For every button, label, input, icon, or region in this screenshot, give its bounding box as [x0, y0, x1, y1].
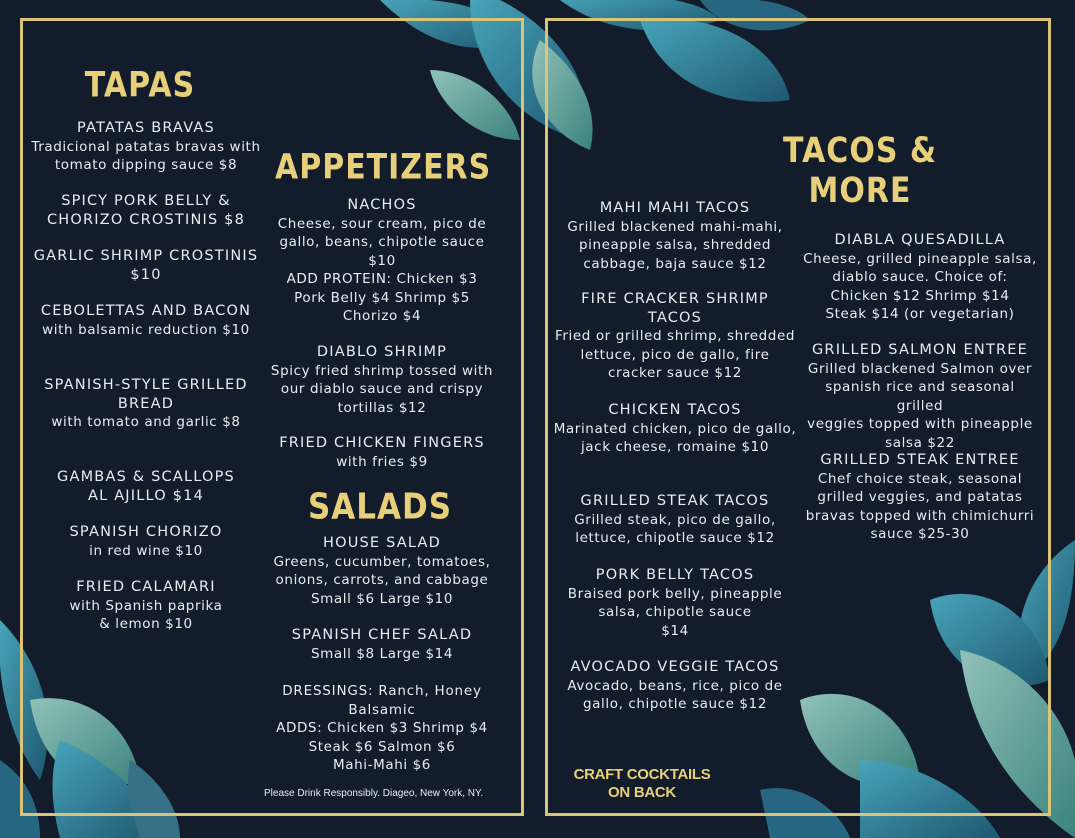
taco-item: AVOCADO VEGGIE TACOS Avocado, beans, rice, pico de gallo, chipotle sauce $12: [567, 659, 783, 712]
drink-responsibly-note: Please Drink Responsibly. Diageo, New York, NY.: [264, 788, 484, 799]
taco-item: CHICKEN TACOS Marinated chicken, pico de gallo, jack cheese, romaine $10: [553, 402, 797, 455]
taco-item: GRILLED STEAK TACOS Grilled steak, pico de gallo, lettuce, chipotle sauce $12: [574, 493, 776, 546]
salad-item: SPANISH CHEF SALAD Small $8 Large $14: [291, 627, 473, 662]
tapas-item: GAMBAS & SCALLOPS AL AJILLO $14: [57, 469, 235, 504]
tapas-item: SPANISH-STYLE GRILLED BREAD with tomato and garlic $8: [44, 377, 248, 430]
taco-item: MAHI MAHI TACOS Grilled blackened mahi-mahi, pineapple salsa, shredded cabbage, baja sauce $12: [567, 200, 783, 272]
salad-item: HOUSE SALAD Greens, cucumber, tomatoes, onions, carrots, and cabbage Small $6 Large $10: [273, 535, 491, 607]
appetizer-item: NACHOS Cheese, sour cream, pico de gallo, beans, chipotle sauce $10 ADD PROTEIN: Chicken $3 Pork Belly $4 Shrimp $5 Chorizo $4: [277, 197, 487, 324]
tapas-item: FRIED CALAMARI with Spanish paprika & lemon $10: [69, 579, 223, 632]
tapas-item: GARLIC SHRIMP CROSTINIS $10: [33, 248, 259, 283]
appetizer-item: DIABLO SHRIMP Spicy fried shrimp tossed with our diablo sauce and crispy tortillas $12: [270, 344, 494, 416]
tacos-heading: TACOS & MORE: [782, 130, 938, 212]
salad-item: DRESSINGS: Ranch, Honey Balsamic ADDS: Chicken $3 Shrimp $4 Steak $6 Salmon $6 Mahi-Mahi $6: [276, 683, 488, 773]
entree-item: GRILLED SALMON ENTREE Grilled blackened Salmon over spanish rice and seasonal grilled veggies topped with pineapple salsa $22: [807, 342, 1033, 451]
entree-item: DIABLA QUESADILLA Cheese, grilled pineapple salsa, diablo sauce. Choice of: Chicken $12 Shrimp $14 Steak $14 (or vegetarian): [803, 232, 1037, 322]
tapas-item: PATATAS BRAVAS Tradicional patatas bravas with tomato dipping sauce $8: [31, 120, 261, 173]
tapas-item: SPANISH CHORIZO in red wine $10: [69, 524, 223, 559]
taco-item: FIRE CRACKER SHRIMP TACOS Fried or grilled shrimp, shredded lettuce, pico de gallo, fire cracker sauce $12: [554, 291, 796, 381]
appetizers-heading: APPETIZERS: [275, 147, 492, 188]
tapas-item: SPICY PORK BELLY & CHORIZO CROSTINIS $8: [46, 193, 246, 228]
taco-item: PORK BELLY TACOS Braised pork belly, pineapple salsa, chipotle sauce $14: [567, 567, 783, 639]
salads-heading: SALADS: [307, 486, 453, 528]
tapas-heading: TAPAS: [84, 65, 196, 106]
craft-cocktails-note: CRAFT COCKTAILS ON BACK: [573, 766, 711, 801]
tapas-item: CEBOLETTAS AND BACON with balsamic reduction $10: [40, 303, 252, 338]
entree-item: GRILLED STEAK ENTREE Chef choice steak, seasonal grilled veggies, and patatas bravas topped with chimichurri sauce $25-30: [805, 452, 1035, 542]
appetizer-item: FRIED CHICKEN FINGERS with fries $9: [279, 435, 485, 470]
